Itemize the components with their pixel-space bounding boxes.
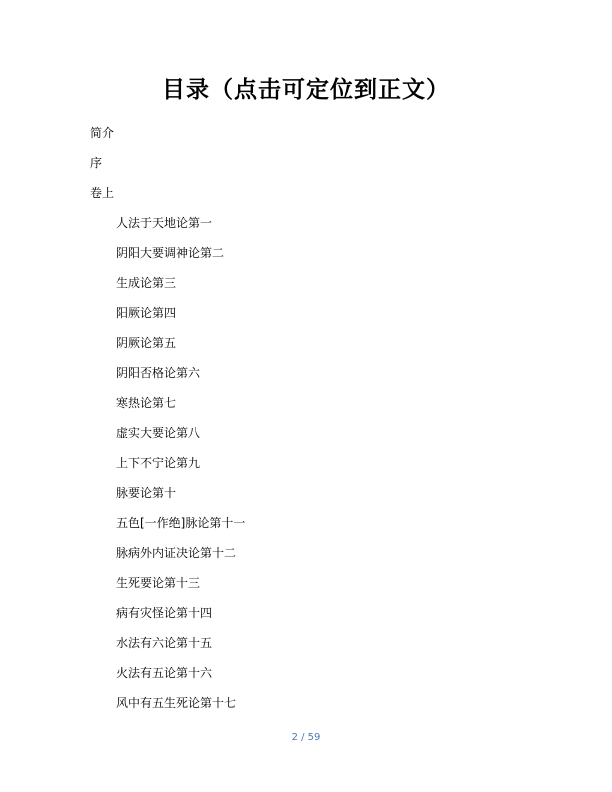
toc-entry-chapter[interactable]: 阴阳否格论第六: [116, 366, 201, 380]
toc-entry-chapter[interactable]: 阳厥论第四: [116, 306, 177, 320]
toc-entry-volume-1[interactable]: 卷上: [90, 186, 115, 200]
toc-entry-chapter[interactable]: 虚实大要论第八: [116, 426, 201, 440]
toc-entry-chapter[interactable]: 脉要论第十: [116, 486, 177, 500]
toc-entry-chapter[interactable]: 上下不宁论第九: [116, 456, 201, 470]
toc-entry-chapter[interactable]: 人法于天地论第一: [116, 216, 213, 230]
toc-entry-chapter[interactable]: 寒热论第七: [116, 396, 177, 410]
toc-entry-chapter[interactable]: 火法有五论第十六: [116, 666, 213, 680]
toc-entry-chapter[interactable]: 阴阳大要调神论第二: [116, 246, 225, 260]
page-number-indicator: 2 / 59: [291, 732, 321, 743]
toc-entry-chapter[interactable]: 阴厥论第五: [116, 336, 177, 350]
toc-entry-preface[interactable]: 序: [90, 156, 103, 170]
toc-entry-chapter[interactable]: 生成论第三: [116, 276, 177, 290]
toc-entry-chapter[interactable]: 五色[一作绝]脉论第十一: [116, 516, 246, 530]
toc-entry-chapter[interactable]: 风中有五生死论第十七: [116, 696, 237, 710]
toc-entry-chapter[interactable]: 生死要论第十三: [116, 576, 201, 590]
toc-entry-chapter[interactable]: 病有灾怪论第十四: [116, 606, 213, 620]
toc-entry-chapter[interactable]: 脉病外内证决论第十二: [116, 546, 237, 560]
page-title: 目录（点击可定位到正文）: [162, 77, 450, 103]
toc-entry-chapter[interactable]: 水法有六论第十五: [116, 636, 213, 650]
toc-entry-intro[interactable]: 简介: [90, 126, 115, 140]
